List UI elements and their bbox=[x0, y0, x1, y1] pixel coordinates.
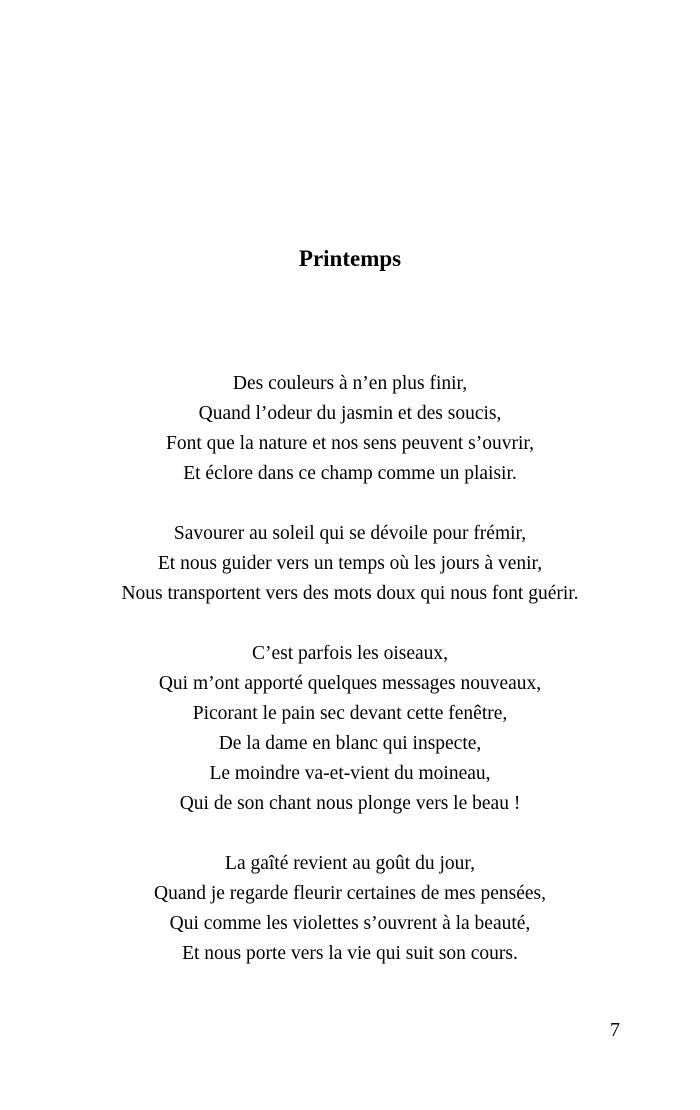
poem-line: Nous transportent vers des mots doux qui nous font guérir. bbox=[121, 583, 579, 604]
poem-line: Picorant le pain sec devant cette fenêtre, bbox=[192, 703, 508, 724]
stanza-2 bbox=[0, 519, 700, 609]
poem-line: Font que la nature et nos sens peuvent s’ouvrir, bbox=[165, 433, 534, 454]
poem-line: De la dame en blanc qui inspecte, bbox=[218, 733, 482, 754]
poem-body bbox=[0, 369, 700, 999]
poem-line: La gaîté revient au goût du jour, bbox=[225, 853, 475, 874]
poem-line: C’est parfois les oiseaux, bbox=[251, 643, 449, 664]
poem-line: Et éclore dans ce champ comme un plaisir. bbox=[183, 463, 517, 484]
poem-line: Et nous porte vers la vie qui suit son cours. bbox=[182, 943, 518, 964]
stanza-3 bbox=[0, 639, 700, 819]
poem-line: Qui m’ont apporté quelques messages nouveaux, bbox=[158, 673, 542, 694]
poem-line: Et nous guider vers un temps où les jours à venir, bbox=[157, 553, 543, 574]
poem-line: Des couleurs à n’en plus finir, bbox=[232, 373, 468, 394]
stanza-4 bbox=[0, 849, 700, 969]
poem-line: Le moindre va-et-vient du moineau, bbox=[209, 763, 491, 784]
stanza-1 bbox=[0, 369, 700, 489]
poem-title: Printemps bbox=[298, 246, 402, 271]
page-number: 7 bbox=[610, 1019, 620, 1041]
poem-line: Qui de son chant nous plonge vers le beau ! bbox=[179, 793, 521, 814]
poem-line: Quand l’odeur du jasmin et des soucis, bbox=[198, 403, 502, 424]
poem-line: Qui comme les violettes s’ouvrent à la beauté, bbox=[169, 913, 531, 934]
poem-line: Savourer au soleil qui se dévoile pour frémir, bbox=[173, 523, 527, 544]
poem-line: Quand je regarde fleurir certaines de mes pensées, bbox=[154, 883, 546, 904]
